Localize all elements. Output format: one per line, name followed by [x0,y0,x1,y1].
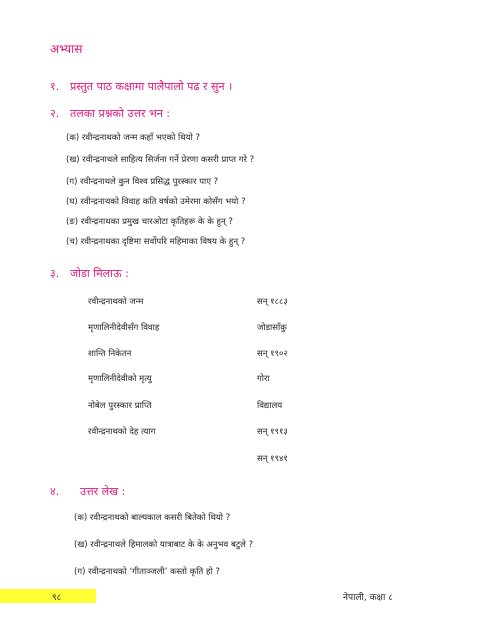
match-left-item: मृणालिनीदेवीसँग विवाह [88,323,160,333]
section-1-number: १. [50,80,60,93]
match-right-item: सन् १९१३ [257,427,288,437]
match-right-item: सन् १९४१ [257,454,288,464]
oral-question-item: (च) रवीन्द्रनाथका दृष्टिमा सर्वोपरि महिमाका विषय के हुन् ? [66,237,246,247]
match-left-item: रवीन्द्रनाथको देह त्याग [88,427,156,437]
oral-question-item: (क) रवीन्द्रनाथको जन्म कहाँ भएको थियो ? [66,133,201,143]
oral-question-item: (ङ) रवीन्द्रनाथका प्रमुख चारओटा कृतिहरू के के हुन् ? [66,217,233,227]
footer-highlight-band [0,589,96,603]
match-right-item: गोरा [257,374,270,384]
section-3-heading: जोडा मिलाऊ : [70,267,129,280]
written-question-item: (क) रवीन्द्रनाथको बाल्यकाल कसरी बितेको थियो ? [74,513,231,523]
section-3-number: ३. [50,267,60,280]
section-4-heading: उत्तर लेख : [80,485,126,498]
page-number: ९८ [52,593,62,603]
match-left-item: मृणालिनीदेवीको मृत्यु [88,374,152,384]
oral-question-item: (ग) रवीन्द्रनाथले कुन विश्व प्रसिद्ध पुरस्कार पाए ? [66,177,219,187]
match-right-item: सन् १८८३ [257,297,288,307]
match-right-item: विद्यालय [257,401,283,411]
section-1-heading: प्रस्तुत पाठ कक्षामा पालैपालो पढ र सुन । [70,80,233,93]
exercise-title: अभ्यास [50,42,83,56]
section-4-number: ४. [50,485,60,498]
section-2-heading: तलका प्रश्नको उत्तर भन : [70,107,171,120]
written-question-item: (ग) रवीन्द्रनाथको ‘गीताञ्जली’ कस्तो कृति हो ? [74,567,220,577]
match-left-item: रवीन्द्रनाथको जन्म [88,297,144,307]
section-2-number: २. [50,107,60,120]
oral-question-item: (ख) रवीन्द्रनाथले साहित्य सिर्जना गर्ने प्रेरणा कसरी प्राप्त गरे ? [66,155,255,165]
match-right-item: सन् १९०२ [257,349,288,359]
match-left-item: नोबेल पुरस्कार प्राप्ति [88,401,152,411]
footer-book-label: नेपाली, कक्षा ८ [343,593,393,603]
match-left-item: शान्ति निकेतन [88,349,132,359]
written-question-item: (ख) रवीन्द्रनाथले हिमालको यात्राबाट के के अनुभव बटुले ? [74,540,254,550]
oral-question-item: (घ) रवीन्द्रनाथको विवाह कति वर्षको उमेरमा कोसँग भयो ? [66,197,246,207]
match-right-item: जोडासाँकु [257,323,287,333]
